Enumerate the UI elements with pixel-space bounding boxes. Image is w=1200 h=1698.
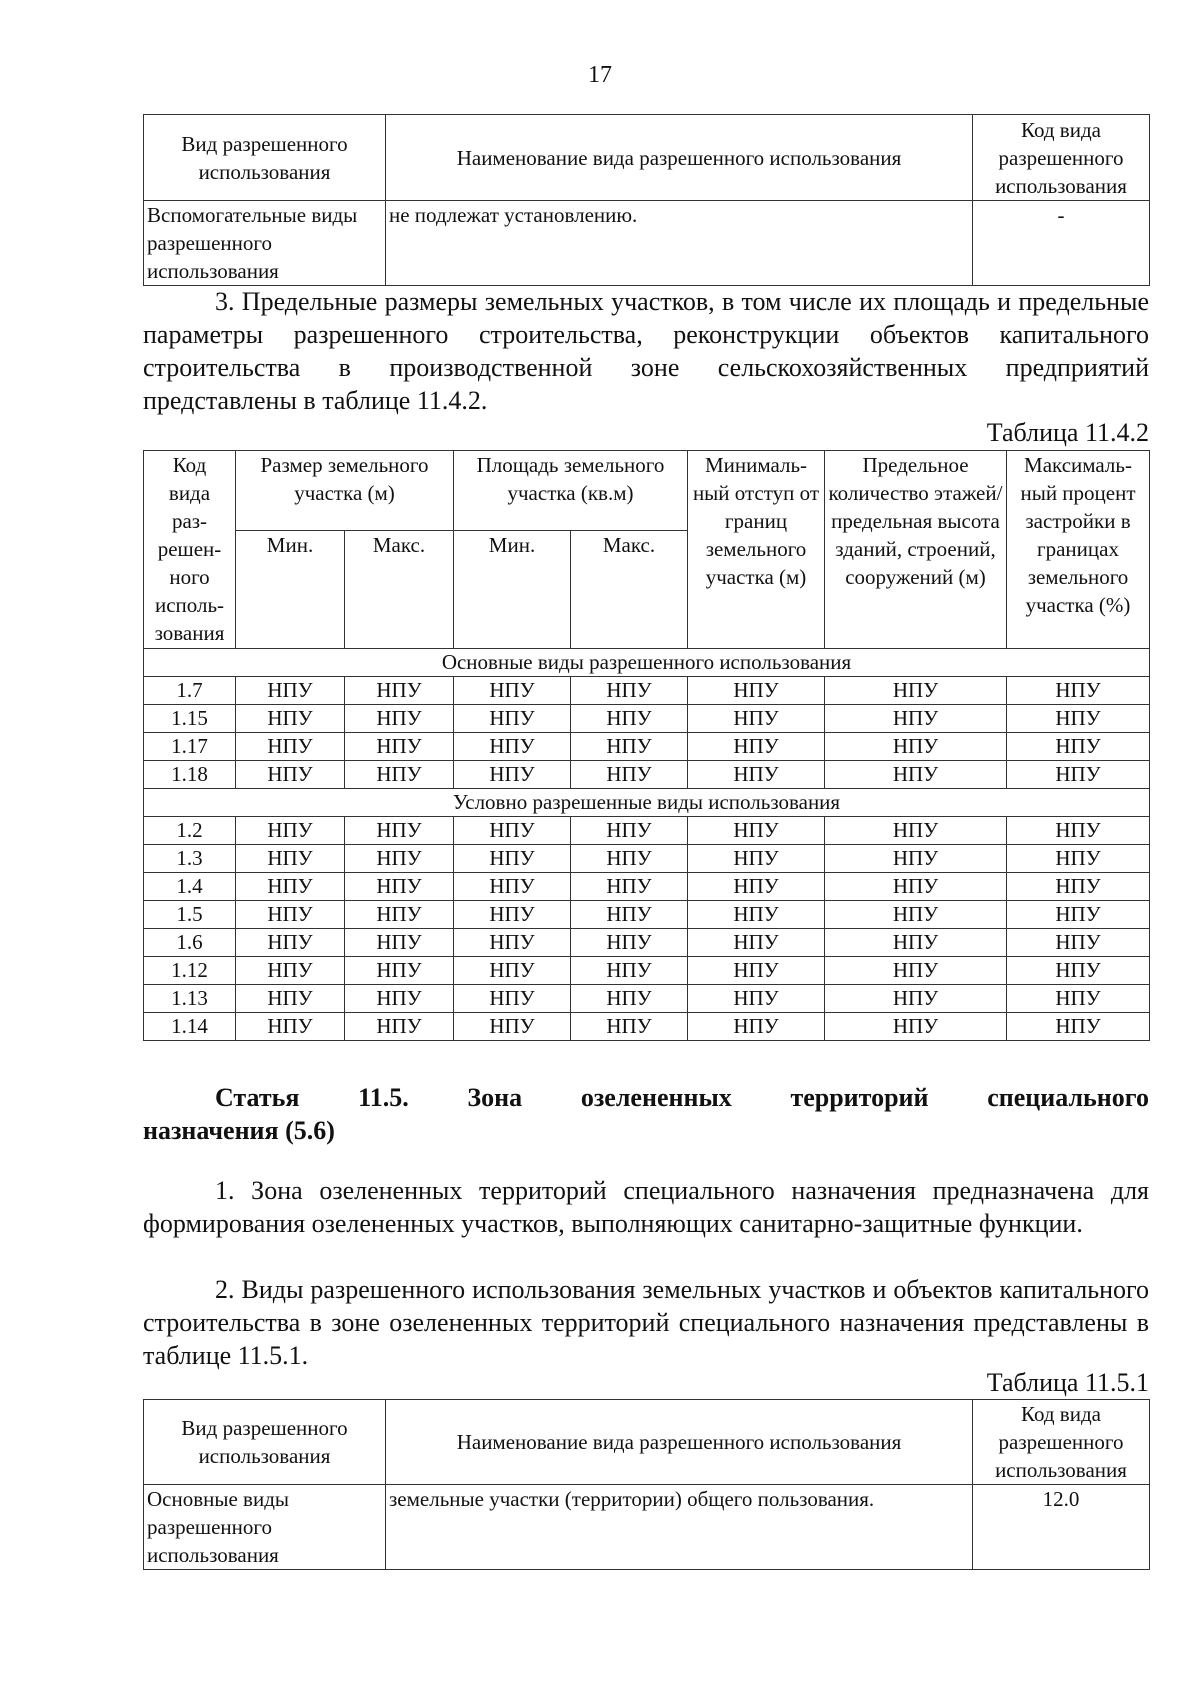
paragraph-2: 2. Виды разрешенного использования земельных участков и объектов капитального строительства в зоне озелененных территорий специального назначения представлены в таблице 11.5.1. — [143, 1275, 1149, 1370]
value-cell: НПУ — [571, 677, 688, 705]
value-cell: НПУ — [236, 817, 345, 845]
value-cell: НПУ — [1007, 705, 1150, 733]
value-cell: НПУ — [688, 845, 825, 873]
value-cell: НПУ — [345, 733, 454, 761]
value-cell: НПУ — [1007, 733, 1150, 761]
header-plot-size: Размер земельного участка (м) — [236, 451, 454, 531]
section-main-rows — [144, 677, 1150, 789]
value-cell: НПУ — [236, 677, 345, 705]
value-cell: НПУ — [1007, 817, 1150, 845]
value-cell: НПУ — [345, 929, 454, 957]
value-cell: НПУ — [345, 873, 454, 901]
table-row — [144, 845, 1150, 873]
value-cell: НПУ — [236, 957, 345, 985]
value-cell: НПУ — [236, 1013, 345, 1041]
paragraph-1: 1. Зона озелененных территорий специального назначения предназначена для формирования озелененных участков, выполняющих санитарно-защитные функции. — [143, 1176, 1149, 1238]
code-cell: 1.7 — [144, 677, 236, 705]
table-row — [144, 817, 1150, 845]
table-row — [144, 957, 1150, 985]
table-header-cell: Код вида разрешенного использования — [973, 1400, 1150, 1485]
section-row-main: Основные виды разрешенного использования — [144, 649, 1150, 677]
code-cell: 1.4 — [144, 873, 236, 901]
table-header-cell: Вид разрешенного использования — [144, 1400, 386, 1485]
table-cell: Вспомогательные виды разрешенного использования — [144, 201, 386, 286]
table-row — [144, 705, 1150, 733]
value-cell: НПУ — [1007, 677, 1150, 705]
table-header-cell: Наименование вида разрешенного использования — [386, 1400, 973, 1485]
value-cell: НПУ — [236, 705, 345, 733]
value-cell: НПУ — [825, 957, 1007, 985]
code-cell: 1.17 — [144, 733, 236, 761]
table-row — [144, 1485, 1150, 1570]
value-cell: НПУ — [345, 817, 454, 845]
value-cell: НПУ — [688, 677, 825, 705]
value-cell: НПУ — [1007, 845, 1150, 873]
value-cell: НПУ — [454, 705, 571, 733]
value-cell: НПУ — [571, 929, 688, 957]
table-header-cell: Наименование вида разрешенного использования — [386, 115, 973, 201]
value-cell: НПУ — [688, 929, 825, 957]
value-cell: НПУ — [236, 985, 345, 1013]
value-cell: НПУ — [454, 817, 571, 845]
header-setback: Минималь-ный отступ от границ земельного участка (м) — [688, 451, 825, 649]
value-cell: НПУ — [688, 901, 825, 929]
value-cell: НПУ — [571, 733, 688, 761]
value-cell: НПУ — [345, 705, 454, 733]
value-cell: НПУ — [571, 761, 688, 789]
value-cell: НПУ — [345, 985, 454, 1013]
value-cell: НПУ — [345, 677, 454, 705]
table-caption-11-4-2: Таблица 11.4.2 — [986, 418, 1149, 447]
value-cell: НПУ — [688, 733, 825, 761]
value-cell: НПУ — [571, 985, 688, 1013]
value-cell: НПУ — [236, 929, 345, 957]
table-row — [144, 901, 1150, 929]
table-permitted-uses-green-zone — [143, 1399, 1150, 1570]
value-cell: НПУ — [236, 845, 345, 873]
value-cell: НПУ — [1007, 957, 1150, 985]
value-cell: НПУ — [454, 733, 571, 761]
value-cell: НПУ — [454, 929, 571, 957]
table-header-cell: Код вида разрешенного использования — [973, 115, 1150, 201]
value-cell: НПУ — [825, 705, 1007, 733]
table-row — [144, 873, 1150, 901]
code-cell: 1.13 — [144, 985, 236, 1013]
value-cell: НПУ — [688, 1013, 825, 1041]
value-cell: НПУ — [454, 985, 571, 1013]
header-max: Макс. — [571, 531, 688, 649]
header-code: Код вида раз-решен-ного исполь-зования — [144, 451, 236, 649]
value-cell: НПУ — [571, 1013, 688, 1041]
value-cell: НПУ — [454, 901, 571, 929]
table-cell: 12.0 — [973, 1485, 1150, 1570]
value-cell: НПУ — [345, 761, 454, 789]
table-row — [144, 677, 1150, 705]
value-cell: НПУ — [825, 817, 1007, 845]
table-cell: не подлежат установлению. — [386, 201, 973, 286]
value-cell: НПУ — [825, 929, 1007, 957]
article-word: озелененных — [580, 1083, 732, 1112]
value-cell: НПУ — [825, 1013, 1007, 1041]
value-cell: НПУ — [236, 733, 345, 761]
value-cell: НПУ — [688, 873, 825, 901]
value-cell: НПУ — [454, 761, 571, 789]
value-cell: НПУ — [571, 705, 688, 733]
code-cell: 1.14 — [144, 1013, 236, 1041]
code-cell: 1.6 — [144, 929, 236, 957]
value-cell: НПУ — [1007, 985, 1150, 1013]
value-cell: НПУ — [825, 677, 1007, 705]
table-row — [144, 761, 1150, 789]
section-conditional-rows — [144, 817, 1150, 1041]
value-cell: НПУ — [688, 985, 825, 1013]
article-word: Зона — [467, 1083, 523, 1112]
code-cell: 1.2 — [144, 817, 236, 845]
value-cell: НПУ — [688, 761, 825, 789]
value-cell: НПУ — [688, 817, 825, 845]
value-cell: НПУ — [571, 873, 688, 901]
code-cell: 1.18 — [144, 761, 236, 789]
table-row — [144, 929, 1150, 957]
value-cell: НПУ — [1007, 929, 1150, 957]
value-cell: НПУ — [825, 901, 1007, 929]
value-cell: НПУ — [825, 733, 1007, 761]
article-word: 11.5. — [358, 1083, 409, 1112]
code-cell: 1.3 — [144, 845, 236, 873]
value-cell: НПУ — [236, 873, 345, 901]
header-max-percent: Максималь-ный процент застройки в границах земельного участка (%) — [1007, 451, 1150, 649]
article-word: Статья — [215, 1083, 300, 1112]
article-word: специального — [987, 1083, 1149, 1112]
value-cell: НПУ — [345, 845, 454, 873]
value-cell: НПУ — [454, 873, 571, 901]
value-cell: НПУ — [236, 901, 345, 929]
code-cell: 1.15 — [144, 705, 236, 733]
article-word: территорий — [790, 1083, 929, 1112]
table-row — [144, 1013, 1150, 1041]
value-cell: НПУ — [236, 761, 345, 789]
table-row — [144, 733, 1150, 761]
paragraph-3: 3. Предельные размеры земельных участков, в том числе их площадь и предельные параметры разрешенного строительства, реконструкции объектов капитального строительства в производственной зоне сельскохозяйственных предприятий представлены в таблице 11.4.2. — [143, 287, 1149, 415]
value-cell: НПУ — [454, 957, 571, 985]
value-cell: НПУ — [825, 985, 1007, 1013]
table-permitted-uses-auxiliary — [143, 114, 1150, 286]
table-cell: - — [973, 201, 1150, 286]
article-heading — [143, 1081, 1149, 1147]
code-cell: 1.12 — [144, 957, 236, 985]
page-number: 17 — [588, 62, 612, 88]
value-cell: НПУ — [825, 873, 1007, 901]
code-cell: 1.5 — [144, 901, 236, 929]
table-caption-11-5-1: Таблица 11.5.1 — [986, 1368, 1149, 1397]
value-cell: НПУ — [454, 1013, 571, 1041]
section-row-conditional: Условно разрешенные виды использования — [144, 789, 1150, 817]
value-cell: НПУ — [571, 957, 688, 985]
value-cell: НПУ — [825, 845, 1007, 873]
table-limit-parameters — [143, 450, 1150, 1041]
value-cell: НПУ — [345, 1013, 454, 1041]
value-cell: НПУ — [454, 845, 571, 873]
value-cell: НПУ — [688, 705, 825, 733]
value-cell: НПУ — [345, 957, 454, 985]
table-cell: Основные виды разрешенного использования — [144, 1485, 386, 1570]
value-cell: НПУ — [571, 817, 688, 845]
value-cell: НПУ — [571, 901, 688, 929]
table-cell: земельные участки (территории) общего пользования. — [386, 1485, 973, 1570]
article-heading-line2: назначения (5.6) — [143, 1116, 335, 1145]
header-max: Макс. — [345, 531, 454, 649]
value-cell: НПУ — [454, 677, 571, 705]
header-min: Мин. — [454, 531, 571, 649]
value-cell: НПУ — [1007, 1013, 1150, 1041]
value-cell: НПУ — [688, 957, 825, 985]
header-min: Мин. — [236, 531, 345, 649]
value-cell: НПУ — [1007, 873, 1150, 901]
value-cell: НПУ — [825, 761, 1007, 789]
value-cell: НПУ — [571, 845, 688, 873]
table-header-cell: Вид разрешенного использования — [144, 115, 386, 201]
header-floors-height: Предельное количество этажей/ предельная высота зданий, строений, сооружений (м) — [825, 451, 1007, 649]
table-row — [144, 985, 1150, 1013]
value-cell: НПУ — [1007, 901, 1150, 929]
table-row — [144, 201, 1150, 286]
value-cell: НПУ — [1007, 761, 1150, 789]
value-cell: НПУ — [345, 901, 454, 929]
header-plot-area: Площадь земельного участка (кв.м) — [454, 451, 688, 531]
